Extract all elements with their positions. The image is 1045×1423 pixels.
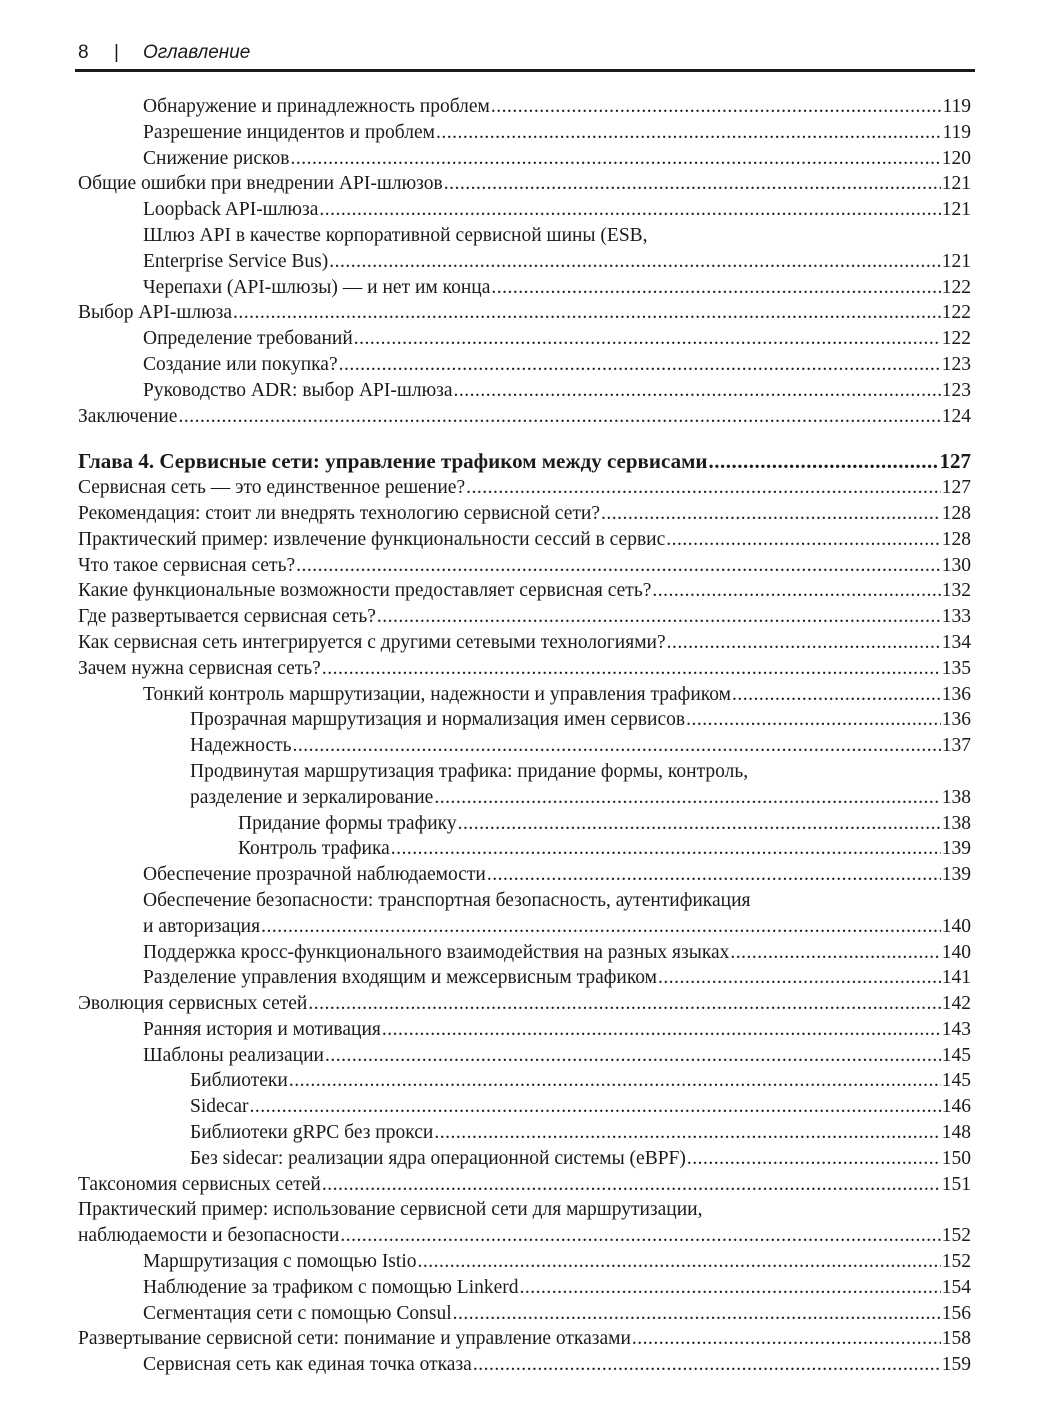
toc-page-number: 128 <box>941 528 971 550</box>
toc-entry-title: Определение требований <box>143 328 353 350</box>
dot-leader <box>600 501 941 527</box>
toc-page-number: 156 <box>941 1302 971 1324</box>
dot-leader <box>651 578 940 604</box>
toc-entry <box>78 300 971 326</box>
toc-page-number: 140 <box>941 941 971 963</box>
toc-entry-title: Руководство ADR: выбор API-шлюза <box>143 379 453 401</box>
toc-page-number: 152 <box>941 1225 971 1247</box>
toc-entry-title: Маршрутизация с помощью Istio <box>143 1251 417 1273</box>
toc-entry-title: Таксономия сервисных сетей <box>78 1173 321 1195</box>
toc-entry <box>78 1172 971 1198</box>
toc-entry <box>78 378 971 404</box>
dot-leader <box>731 682 941 708</box>
toc-page-number: 151 <box>941 1173 971 1195</box>
toc-entry <box>78 604 971 630</box>
toc-page-number: 128 <box>941 502 971 524</box>
toc-entry <box>78 527 971 553</box>
toc-entry <box>78 1249 971 1275</box>
toc-entry <box>78 940 971 966</box>
dot-leader <box>465 475 941 501</box>
toc-entry <box>78 326 971 352</box>
dot-leader <box>328 249 941 275</box>
dot-leader <box>295 553 941 579</box>
toc-entry <box>78 630 971 656</box>
section-title: Оглавление <box>143 42 251 63</box>
dot-leader <box>292 733 941 759</box>
dot-leader <box>457 811 941 837</box>
toc-entry-title: Обнаружение и принадлежность проблем <box>143 96 490 117</box>
toc-entry-title: Библиотеки gRPC без прокси <box>190 1122 434 1144</box>
toc-entry <box>78 682 971 708</box>
toc-page-number: 134 <box>941 631 971 653</box>
toc-page-number: 145 <box>941 1070 971 1092</box>
toc-entry-first-line <box>78 888 971 914</box>
toc-entry <box>78 991 971 1017</box>
toc-entry <box>78 1017 971 1043</box>
dot-leader <box>307 991 940 1017</box>
toc-page-number: 124 <box>941 405 971 427</box>
toc-entry <box>78 862 971 888</box>
page-number: 8 <box>78 42 89 63</box>
dot-leader <box>289 146 940 172</box>
toc-page-number: 140 <box>941 915 971 937</box>
toc-page-number: 123 <box>941 353 971 375</box>
toc-page-number: 122 <box>941 276 971 298</box>
table-of-contents <box>78 94 971 1378</box>
toc-entry-title: Где развертывается сервисная сеть? <box>78 606 376 628</box>
toc-entry-first-line <box>78 759 971 785</box>
dot-leader <box>417 1249 941 1275</box>
dot-leader <box>435 120 942 146</box>
toc-entry-title: Рекомендация: стоит ли внедрять технологию сервисной сети? <box>78 502 600 524</box>
toc-page-number: 121 <box>941 199 971 221</box>
toc-page-number: 145 <box>941 1044 971 1066</box>
toc-entry-title: Шаблоны реализации <box>143 1044 324 1066</box>
toc-page-number: 121 <box>941 250 971 272</box>
toc-page-number: 127 <box>939 449 971 474</box>
toc-page-number: 132 <box>941 580 971 602</box>
toc-entry-title: Выбор API-шлюза <box>78 302 232 324</box>
toc-entry-title: наблюдаемости и безопасности <box>78 1225 340 1247</box>
toc-entry <box>78 656 971 682</box>
dot-leader <box>453 378 941 404</box>
toc-entry-title: Какие функциональные возможности предоставляет сервисная сеть? <box>78 580 652 602</box>
toc-page-number: 154 <box>941 1276 971 1298</box>
toc-page-number: 137 <box>941 735 971 757</box>
toc-page-number: 139 <box>941 864 971 886</box>
toc-entry <box>78 1301 971 1327</box>
toc-entry <box>78 707 971 733</box>
toc-page-number: 119 <box>942 96 971 117</box>
toc-entry <box>78 275 971 301</box>
toc-entry <box>78 404 971 430</box>
dot-leader <box>338 352 941 378</box>
toc-entry-title: Снижение рисков <box>143 147 290 169</box>
toc-page-number: 138 <box>941 786 971 808</box>
toc-entry-title: Обеспечение прозрачной наблюдаемости <box>143 864 486 886</box>
toc-page-number: 143 <box>941 1018 971 1040</box>
dot-leader <box>390 836 941 862</box>
toc-entry-title: Глава 4. Сервисные сети: управление трафиком между сервисами <box>78 449 708 474</box>
dot-leader <box>657 965 941 991</box>
toc-entry <box>78 1094 971 1120</box>
toc-entry-title: Практический пример: извлечение функциональности сессий в сервис <box>78 528 666 550</box>
toc-entry <box>78 965 971 991</box>
toc-entry <box>78 249 971 275</box>
toc-entry <box>78 1068 971 1094</box>
toc-page-number: 130 <box>941 554 971 576</box>
dot-leader <box>631 1326 941 1352</box>
dot-leader <box>472 1352 941 1378</box>
dot-leader <box>707 449 938 475</box>
toc-page-number: 141 <box>941 967 971 989</box>
toc-entry-title: Как сервисная сеть интегрируется с другими сетевыми технологиями? <box>78 631 666 653</box>
dot-leader <box>339 1223 940 1249</box>
toc-page-number: 146 <box>941 1096 971 1118</box>
toc-entry-title: Контроль трафика <box>238 838 390 860</box>
toc-entry <box>78 733 971 759</box>
toc-entry <box>78 1120 971 1146</box>
dot-leader <box>353 326 941 352</box>
toc-page-number: 123 <box>941 379 971 401</box>
dot-leader <box>324 1043 941 1069</box>
toc-page-number: 135 <box>941 657 971 679</box>
toc-page-number: 122 <box>941 328 971 350</box>
toc-page-number: 121 <box>941 173 971 195</box>
toc-entry <box>78 120 971 146</box>
toc-entry <box>78 811 971 837</box>
toc-entry <box>78 578 971 604</box>
header-separator: | <box>114 42 119 63</box>
toc-entry <box>78 1146 971 1172</box>
toc-entry-title: Надежность <box>190 735 292 757</box>
dot-leader <box>443 171 941 197</box>
toc-entry-title: Разделение управления входящим и межсервисным трафиком <box>143 967 658 989</box>
dot-leader <box>376 604 941 630</box>
dot-leader <box>729 940 940 966</box>
dot-leader <box>486 862 941 888</box>
dot-leader <box>686 1146 941 1172</box>
toc-entry-title: и авторизация <box>143 915 261 937</box>
dot-leader <box>321 1172 941 1198</box>
toc-entry-title: Заключение <box>78 405 178 427</box>
toc-entry-title: Сервисная сеть — это единственное решение? <box>78 477 466 499</box>
toc-entry-title: Зачем нужна сервисная сеть? <box>78 657 321 679</box>
toc-entry <box>78 553 971 579</box>
toc-entry <box>78 1352 971 1378</box>
header-rule <box>75 69 975 72</box>
toc-chapter-heading <box>78 449 971 475</box>
toc-entry <box>78 836 971 862</box>
toc-entry-title: Тонкий контроль маршрутизации, надежности и управления трафиком <box>143 683 731 705</box>
toc-entry-first-line <box>78 1197 971 1223</box>
dot-leader <box>490 275 940 301</box>
dot-leader <box>318 197 940 223</box>
toc-page-number: 138 <box>941 812 971 834</box>
toc-entry-title: Обеспечение безопасности: транспортная безопасность, аутентификация <box>143 889 751 911</box>
toc-page-number: 152 <box>941 1251 971 1273</box>
dot-leader <box>685 707 941 733</box>
toc-entry <box>78 171 971 197</box>
dot-leader <box>433 1120 940 1146</box>
toc-entry-title: Прозрачная маршрутизация и нормализация имен сервисов <box>190 709 686 731</box>
toc-entry-title: Библиотеки <box>190 1070 288 1092</box>
toc-entry-title: Что такое сервисная сеть? <box>78 554 296 576</box>
toc-page-number: 142 <box>941 993 971 1015</box>
dot-leader <box>321 656 941 682</box>
dot-leader <box>248 1094 940 1120</box>
toc-entry-title: Наблюдение за трафиком с помощью Linkerd <box>143 1276 519 1298</box>
dot-leader <box>666 630 941 656</box>
toc-entry <box>78 1043 971 1069</box>
toc-entry-title: Практический пример: использование сервисной сети для маршрутизации, <box>78 1199 703 1221</box>
toc-page-number: 119 <box>942 121 971 143</box>
dot-leader <box>260 914 941 940</box>
toc-page-number: 133 <box>941 606 971 628</box>
dot-leader <box>665 527 941 553</box>
toc-page-number: 136 <box>941 709 971 731</box>
toc-entry <box>78 1223 971 1249</box>
toc-entry <box>78 352 971 378</box>
toc-page-number: 150 <box>941 1147 971 1169</box>
toc-entry-title: Без sidecar: реализации ядра операционной системы (eBPF) <box>190 1147 686 1169</box>
toc-entry <box>78 475 971 501</box>
toc-entry-title: Создание или покупка? <box>143 353 338 375</box>
toc-entry-title: Сегментация сети с помощью Consul <box>143 1302 452 1324</box>
toc-page-number: 158 <box>941 1328 971 1350</box>
toc-entry-title: Ранняя история и мотивация <box>143 1018 381 1040</box>
toc-entry-title: Продвинутая маршрутизация трафика: придание формы, контроль, <box>190 760 749 782</box>
toc-entry <box>78 501 971 527</box>
dot-leader <box>519 1275 941 1301</box>
toc-entry-title: Enterprise Service Bus) <box>143 250 329 272</box>
dot-leader <box>232 300 941 326</box>
toc-entry-title: Придание формы трафику <box>238 812 457 834</box>
toc-entry <box>78 197 971 223</box>
toc-entry-title: Сервисная сеть как единая точка отказа <box>143 1354 472 1376</box>
toc-entry-title: Развертывание сервисной сети: понимание и управление отказами <box>78 1328 631 1350</box>
toc-page-number: 127 <box>941 477 971 499</box>
toc-page-number: 122 <box>941 302 971 324</box>
toc-entry-title: Черепахи (API-шлюзы) — и нет им конца <box>143 276 491 298</box>
toc-page-number: 159 <box>941 1354 971 1376</box>
toc-entry <box>78 1326 971 1352</box>
toc-entry-first-line <box>78 223 971 249</box>
toc-page-number: 148 <box>941 1122 971 1144</box>
toc-entry-title: Поддержка кросс-функционального взаимодействия на разных языках <box>143 941 730 963</box>
toc-entry <box>78 1275 971 1301</box>
toc-entry-title: Шлюз API в качестве корпоративной сервисной шины (ESB, <box>143 224 648 246</box>
toc-entry <box>78 146 971 172</box>
toc-entry-title: Общие ошибки при внедрении API-шлюзов <box>78 173 443 195</box>
toc-page-number: 139 <box>941 838 971 860</box>
dot-leader <box>381 1017 941 1043</box>
toc-entry-title: Эволюция сервисных сетей <box>78 993 308 1015</box>
toc-page-number: 120 <box>941 147 971 169</box>
toc-entry-title: Sidecar <box>190 1096 249 1118</box>
toc-entry-title: разделение и зеркалирование <box>190 786 434 808</box>
toc-entry <box>78 914 971 940</box>
toc-entry-title: Loopback API-шлюза <box>143 199 319 221</box>
toc-entry <box>78 94 971 120</box>
toc-entry-title: Разрешение инцидентов и проблем <box>143 121 435 143</box>
dot-leader <box>433 785 940 811</box>
toc-page-number: 136 <box>941 683 971 705</box>
dot-leader <box>452 1301 941 1327</box>
dot-leader <box>490 94 942 120</box>
dot-leader <box>288 1068 941 1094</box>
dot-leader <box>177 404 940 430</box>
toc-entry <box>78 785 971 811</box>
